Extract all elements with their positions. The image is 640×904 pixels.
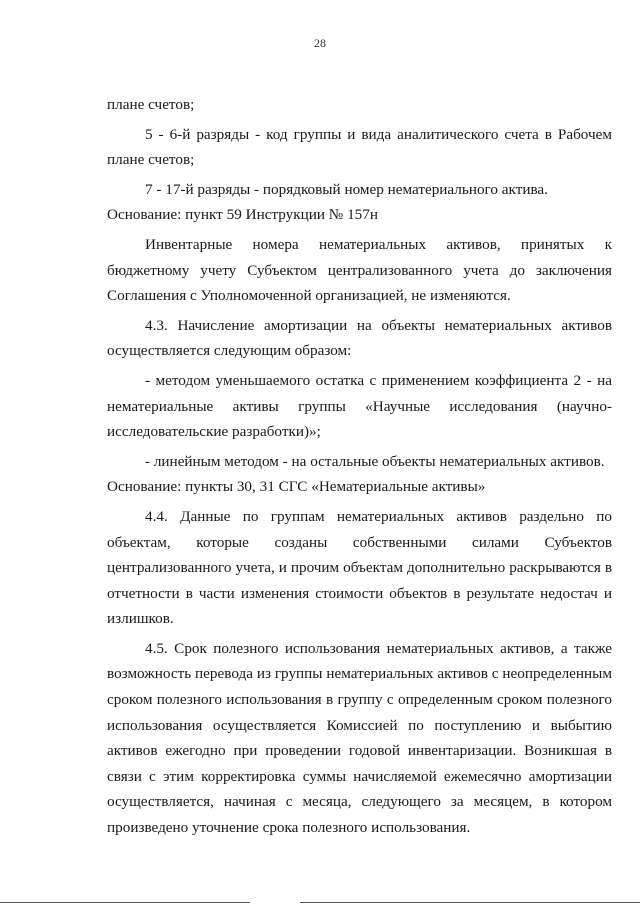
page-number: 28 [314, 36, 326, 50]
scan-edge-line-left [0, 902, 250, 903]
scan-edge-line-right [300, 902, 640, 903]
paragraph-digits-5-6: 5 - 6-й разряды - код группы и вида аналитического счета в Рабочем плане счетов; [107, 125, 612, 169]
paragraph-inventory-numbers: Инвентарные номера нематериальных активов, принятых к бюджетному учету Субъектом централизованного учета до заключения Соглашения с Уполномоченной организацией, не изменяются. [107, 235, 612, 305]
paragraph-basis-157n: Основание: пункт 59 Инструкции № 157н [107, 206, 379, 224]
paragraph-4-3: 4.3. Начисление амортизации на объекты нематериальных активов осуществляется следующим образом: [107, 316, 612, 360]
document-body [107, 92, 612, 841]
paragraph-4-5: 4.5. Срок полезного использования нематериальных активов, а также возможность перевода из группы нематериальных активов с неопределенным сроком полезного использования в группу с определенным сроком полезного использования осуществляется Комиссией по поступлению и выбытию активов ежегодно при проведении годовой инвентаризации. Возникшая в связи с этим корректировка суммы начисляемой ежемесячно амортизации осуществляется, начиная с месяца, следующего за месяцем, в котором произведено уточнение срока полезного использования. [107, 639, 612, 837]
paragraph-declining-balance: - методом уменьшаемого остатка с применением коэффициента 2 - на нематериальные активы группы «Научные исследования (научно-исследовательские разработки)»; [107, 371, 612, 441]
paragraph-4-4: 4.4. Данные по группам нематериальных активов раздельно по объектам, которые созданы собственными силами Субъектов централизованного учета, и прочим объектам дополнительно раскрываются в отчетности в части изменения стоимости объектов в результате недостач и излишков. [107, 507, 612, 628]
paragraph-straight-line: - линейным методом - на остальные объекты нематериальных активов. [145, 452, 605, 470]
paragraph-digits-7-17: 7 - 17-й разряды - порядковый номер нематериального актива. [145, 180, 548, 198]
paragraph-continuation: плане счетов; [107, 96, 195, 113]
paragraph-basis-sgs: Основание: пункты 30, 31 СГС «Нематериальные активы» [107, 478, 486, 496]
